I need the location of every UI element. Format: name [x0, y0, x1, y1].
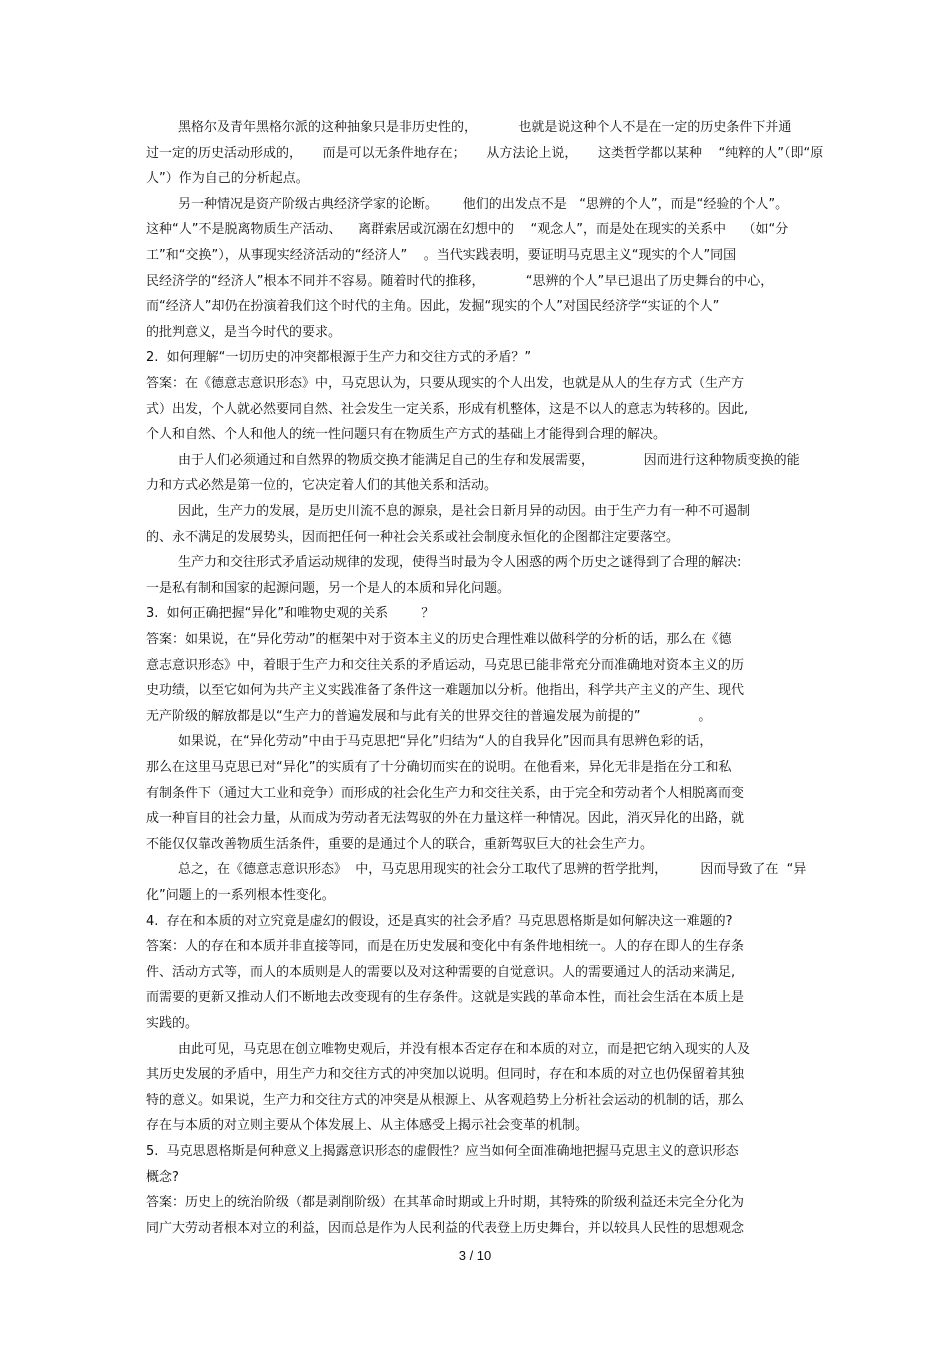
text-line: 因此，生产力的发展，是历史川流不息的源泉，是社会日新月异的动因。由于生产力有一种不可遏制 [178, 504, 751, 519]
text-line: 那么在这里马克思已对“异化”的实质有了十分确切而实在的说明。在他看来，异化无非是指在分工和私 [146, 760, 732, 775]
text-line: 其历史发展的矛盾中，用生产力和交往方式的冲突加以说明。但同时，存在和本质的对立也仍保留着其独 [146, 1067, 745, 1083]
text-line: 的批判意义，是当今时代的要求。 [146, 324, 342, 340]
text-line: 民经济学的“经济人”根本不同并不容易。随着时代的推移， “思辨的个人”早已退出了历史舞台的中心， [146, 273, 774, 289]
text-line: 化”问题上的一系列根本性变化。 [146, 888, 335, 903]
text-line: 不能仅仅靠改善物质生活条件，重要的是通过个人的联合，重新驾驭巨大的社会生产力。 [146, 836, 654, 852]
text-line: 同广大劳动者根本对立的利益，因而总是作为人民利益的代表登上历史舞台，并以较具人民性的思想观念 [146, 1220, 745, 1236]
text-line: 个人和自然、个人和他人的统一性问题只有在物质生产方式的基础上才能得到合理的解决。 [146, 427, 667, 443]
text-line: 由此可见，马克思在创立唯物史观后，并没有根本否定存在和本质的对立，而是把它纳入现实的人及 [178, 1041, 751, 1057]
text-line: 而“经济人”却仍在扮演着我们这个时代的主角。因此，发掘“现实的个人”对国民经济学“实证的个人” [146, 299, 720, 315]
text-line: 特的意义。如果说，生产力和交往方式的冲突是从根源上、从客观趋势上分析社会运动的机制的话，那么 [146, 1092, 745, 1108]
text-line: 答案：人的存在和本质并非直接等同，而是在历史发展和变化中有条件地相统一。人的存在即人的生存条 [146, 939, 745, 955]
text-line: 工”和“交换”），从事现实经济活动的“经济人” 。当代实践表明，要证明马克思主义“现实的个人”同国 [146, 248, 737, 263]
text-line: 的、永不满足的发展势头，因而把任何一种社会关系或社会制度永恒化的企图都注定要落空。 [146, 529, 680, 545]
text-line: 过一定的历史活动形成的， 而是可以无条件地存在； 从方法论上说， 这类哲学都以某种 “纯粹的人”（即“原 [146, 145, 824, 161]
text-line: 一是私有制和国家的起源问题，另一个是人的本质和异化问题。 [146, 580, 511, 596]
text-line: 实践的。 [146, 1016, 199, 1031]
text-line: 式）出发，个人就必然要同自然、社会发生一定关系，形成有机整体，这是不以人的意志为转移的。因此, [146, 401, 749, 417]
text-line: 3. 如何正确把握“异化”和唯物史观的关系 ？ [146, 606, 435, 622]
page-number: 3 / 10 [458, 1248, 492, 1263]
text-line: 力和方式必然是第一位的，它决定着人们的其他关系和活动。 [146, 478, 498, 494]
text-line: 黑格尔及青年黑格尔派的这种抽象只是非历史性的， 也就是说这种个人不是在一定的历史条件下并通 [178, 120, 792, 135]
text-line: 2. 如何理解“一切历史的冲突都根源于生产力和交往方式的矛盾？” [146, 350, 532, 366]
text-line: 存在与本质的对立则主要从个体发展上、从主体感受上揭示社会变革的机制。 [146, 1118, 589, 1134]
text-line: 由于人们必须通过和自然界的物质交换才能满足自己的生存和发展需要， 因而进行这种物质变换的能 [178, 452, 800, 468]
text-line: 概念? [146, 1169, 179, 1185]
text-line: 人”）作为自己的分析起点。 [146, 171, 309, 187]
text-line: 答案：在《德意志意识形态》中，马克思认为，只要从现实的个人出发，也就是从人的生存方式（生产方 [146, 376, 745, 391]
text-line: 另一种情况是资产阶级古典经济学家的论断。 他们的出发点不是 “思辨的个人”，而是“经验的个人”。 [178, 196, 789, 212]
text-line: 答案：历史上的统治阶级（都是剥削阶级）在其革命时期或上升时期，其特殊的阶级利益还未完全分化为 [146, 1195, 745, 1211]
text-line: 有制条件下（通过大工业和竞争）而形成的社会化生产力和交往关系，由于完全和劳动者个人相脱离而变 [146, 785, 745, 801]
text-line: 5. 马克思恩格斯是何种意义上揭露意识形态的虚假性？应当如何全面准确地把握马克思主义的意识形态 [146, 1144, 739, 1159]
text-line: 成一种盲目的社会力量，从而成为劳动者无法驾驭的外在力量这样一种情况。因此，消灭异化的出路，就 [146, 811, 745, 827]
text-line: 如果说，在“异化劳动”中由于马克思把“异化”归结为“人的自我异化”因而具有思辨色彩的话， [178, 734, 713, 750]
text-line: 史功绩，以至它如何为共产主义实践准备了条件这一难题加以分析。他指出，科学共产主义的产生、现代 [146, 683, 745, 699]
text-line: 生产力和交往形式矛盾运动规律的发现，使得当时最为令人困惑的两个历史之谜得到了合理的解决: [178, 555, 742, 571]
text-line: 意志意识形态》中，着眼于生产力和交往关系的矛盾运动，马克思已能非常充分而准确地对资本主义的历 [146, 657, 745, 673]
text-line: 4. 存在和本质的对立究竟是虚幻的假设，还是真实的社会矛盾？马克思恩格斯是如何解决这一难题的? [146, 913, 733, 929]
text-line: 答案：如果说，在“异化劳动”的框架中对于资本主义的历史合理性难以做科学的分析的话，那么在《德 [146, 632, 732, 647]
text-line: 总之，在《德意志意识形态》 中，马克思用现实的社会分工取代了思辨的哲学批判， 因而导致了在 “异 [178, 862, 807, 878]
text-line: 这种“人”不是脱离物质生产活动、 离群索居或沉溺在幻想中的 “观念人”，而是处在现实的关系中 （如“分 [146, 222, 789, 238]
text-line: 无产阶级的解放都是以“生产力的普遍发展和与此有关的世界交往的普遍发展为前提的” 。 [146, 708, 712, 724]
text-line: 件、活动方式等，而人的本质则是人的需要以及对这种需要的自觉意识。人的需要通过人的活动来满足, [146, 964, 736, 980]
text-line: 而需要的更新又推动人们不断地去改变现有的生存条件。这就是实践的革命本性，而社会生活在本质上是 [146, 990, 745, 1006]
